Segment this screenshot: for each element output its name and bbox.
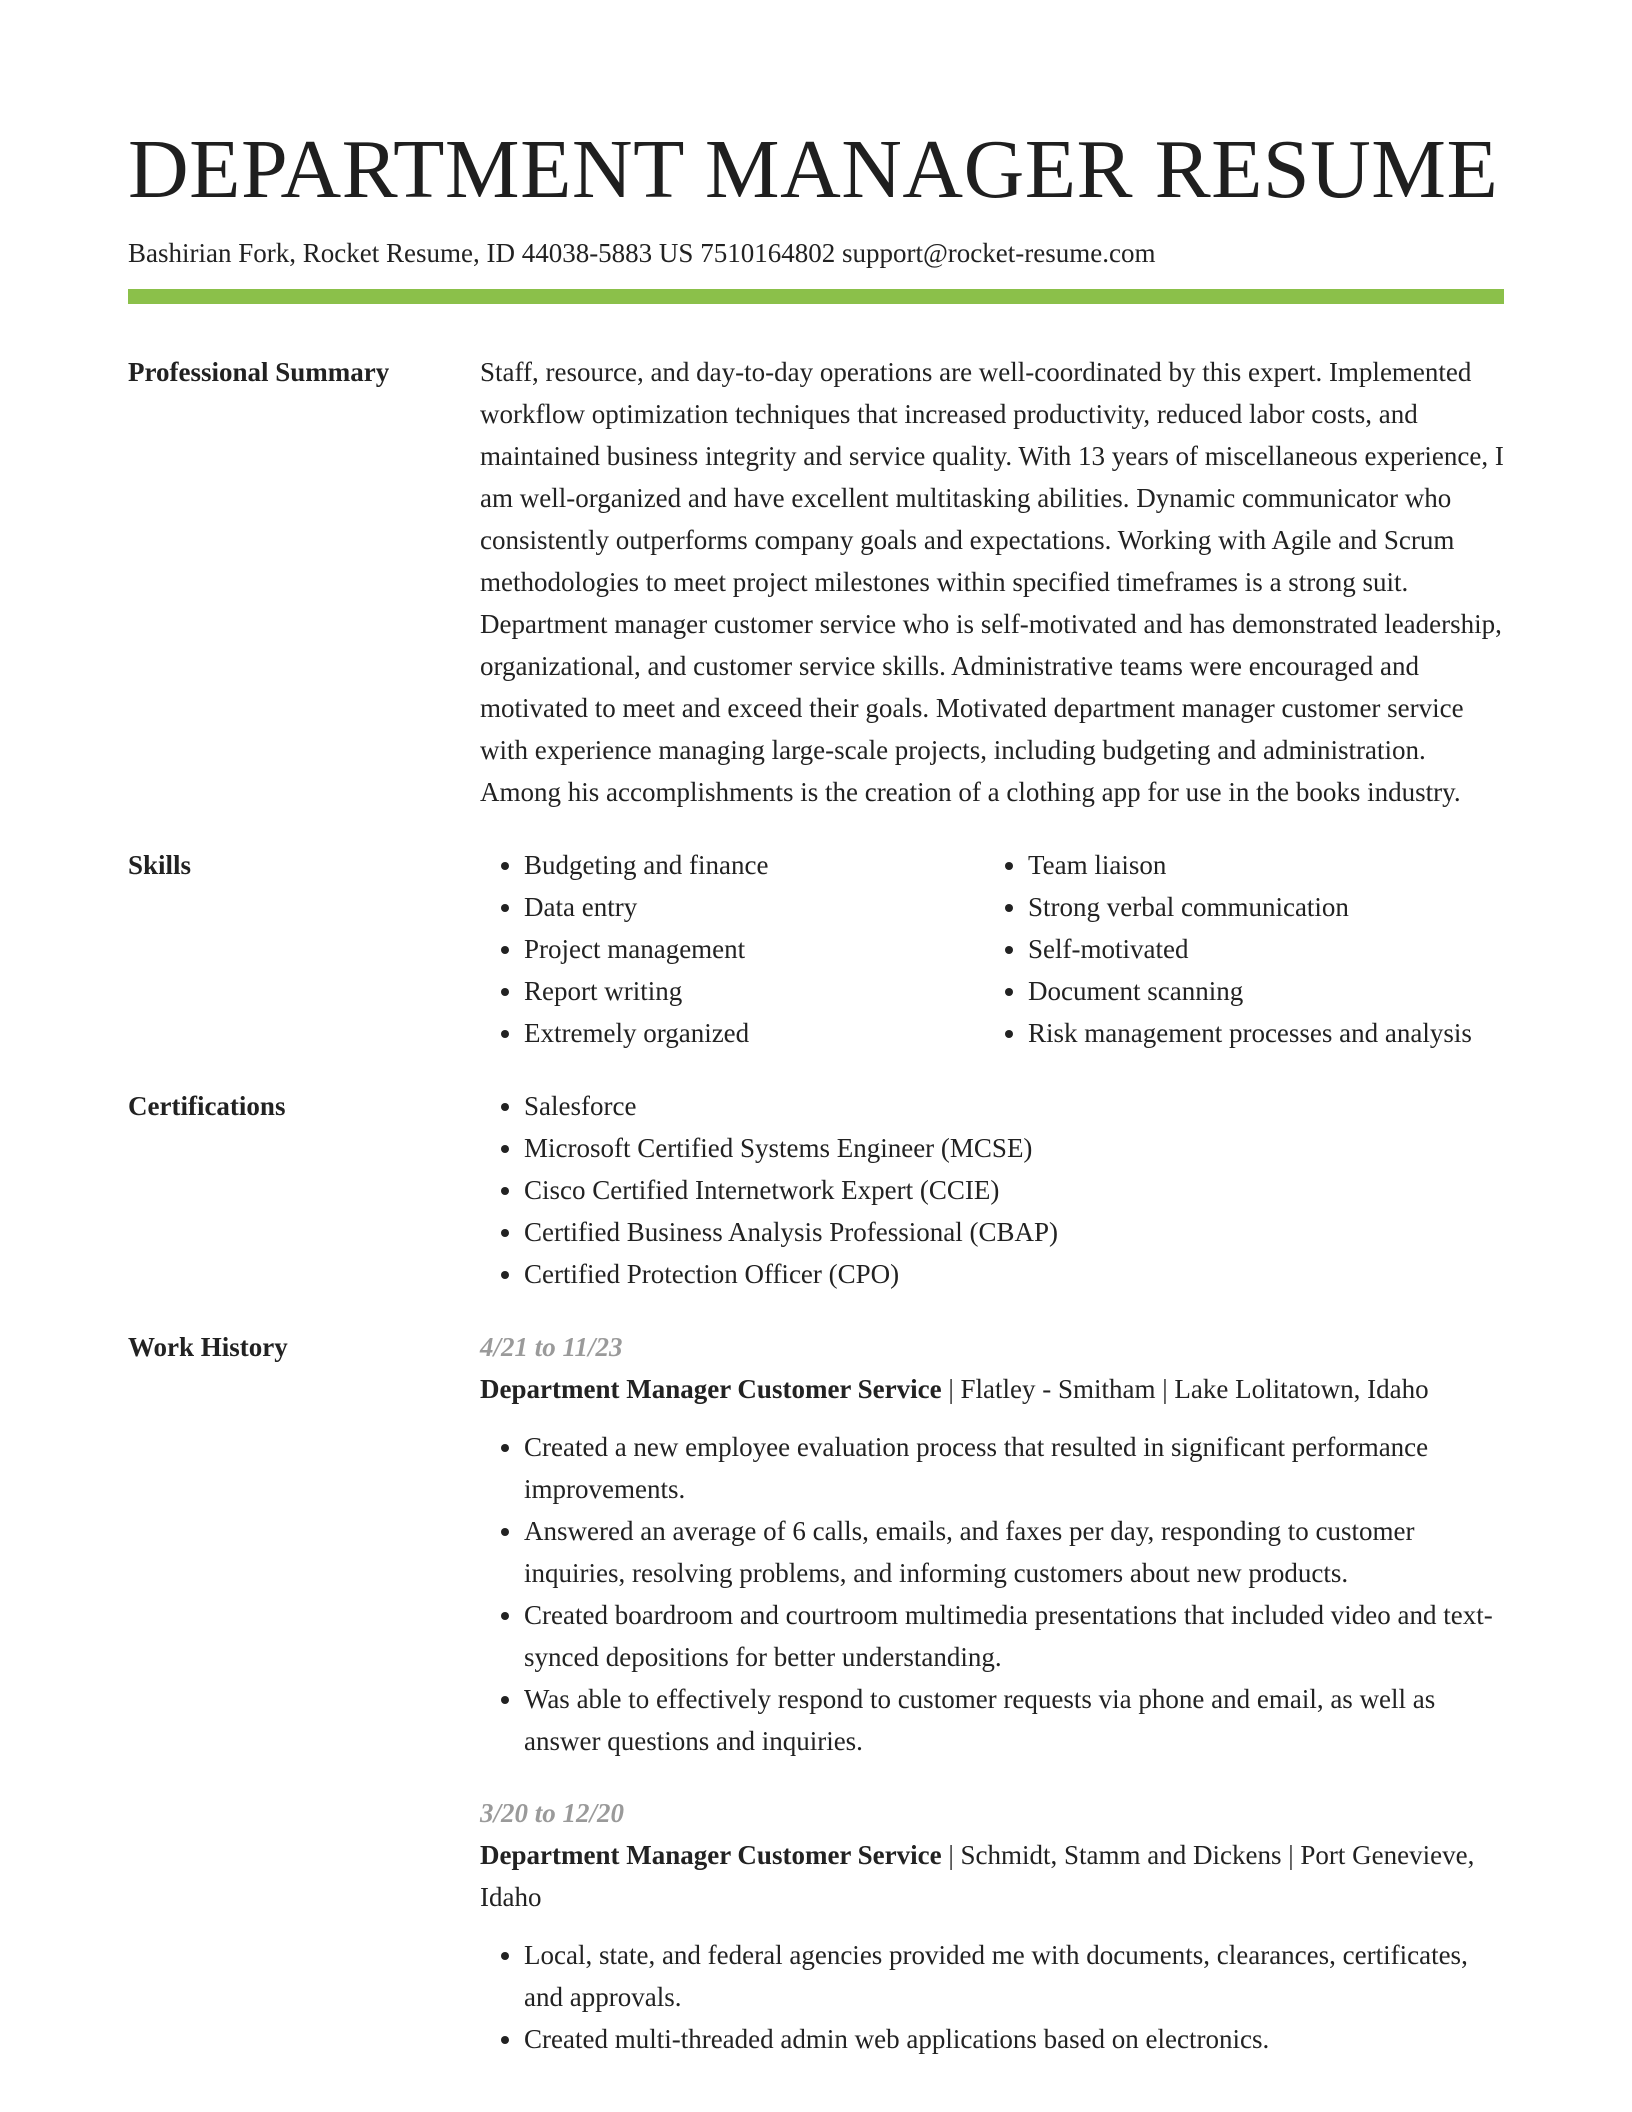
accent-divider xyxy=(128,289,1504,304)
job-bullet: • Created boardroom and courtroom multimedia presentations that included video and text-synced depositions for better understanding. xyxy=(524,1594,1504,1678)
job-bullet: • Created multi-threaded admin web applications based on electronics. xyxy=(524,2018,1504,2060)
certifications-body xyxy=(480,1085,1504,1295)
job-title: Department Manager Customer Service xyxy=(480,1840,942,1870)
skill-item: • Extremely organized xyxy=(524,1012,984,1054)
skill-item: • Report writing xyxy=(524,970,984,1012)
resume-title: DEPARTMENT MANAGER RESUME xyxy=(128,123,1499,216)
certification-item: • Certified Protection Officer (CPO) xyxy=(524,1253,1504,1295)
certification-item: • Certified Business Analysis Professional (CBAP) xyxy=(524,1211,1504,1253)
job-details: | Flatley - Smitham | Lake Lolitatown, Idaho xyxy=(941,1374,1429,1404)
contact-line: Bashirian Fork, Rocket Resume, ID 44038-5883 US 7510164802 support@rocket-resume.com xyxy=(128,238,1156,268)
job-bullet: • Created a new employee evaluation process that resulted in significant performance improvements. xyxy=(524,1426,1504,1510)
skill-item: • Team liaison xyxy=(1028,844,1548,886)
skill-item: • Self-motivated xyxy=(1028,928,1548,970)
job-entry xyxy=(480,1326,1504,1762)
job-bullet-list xyxy=(480,1934,1504,2060)
certification-item: • Microsoft Certified Systems Engineer (MCSE) xyxy=(524,1127,1504,1169)
skill-item: • Data entry xyxy=(524,886,984,928)
skills-section xyxy=(128,844,1504,1054)
summary-text: Staff, resource, and day-to-day operations are well-coordinated by this expert. Implemented workflow optimization techniques that increased productivity, reduced labor costs, and maintained business integrity and service quality. With 13 years of miscellaneous experience, I am well-organized and have excellent multitasking abilities. Dynamic communicator who consistently outperforms company goals and expectations. Working with Agile and Scrum methodologies to meet project milestones within specified timeframes is a strong suit. Department manager customer service who is self-motivated and has demonstrated leadership, organizational, and customer service skills. Administrative teams were encouraged and motivated to meet and exceed their goals. Motivated department manager customer service with experience managing large-scale projects, including budgeting and administration. Among his accomplishments is the creation of a clothing app for use in the books industry. xyxy=(480,357,1504,807)
job-bullet: • Was able to effectively respond to customer requests via phone and email, as well as answer questions and inquiries. xyxy=(524,1678,1504,1762)
skills-heading: Skills xyxy=(128,850,192,880)
job-bullet-list xyxy=(480,1426,1504,1762)
job-dates: 3/20 to 12/20 xyxy=(480,1798,625,1828)
job-bullet: • Local, state, and federal agencies provided me with documents, clearances, certificates, and approvals. xyxy=(524,1934,1504,2018)
work-history-section xyxy=(128,1326,1504,2060)
resume-page xyxy=(128,0,1504,2060)
skill-item: • Strong verbal communication xyxy=(1028,886,1548,928)
certifications-list xyxy=(480,1085,1504,1295)
job-details: | Schmidt, Stamm and Dickens | Port Genevieve, Idaho xyxy=(480,1840,1475,1912)
skill-item: • Project management xyxy=(524,928,984,970)
summary-body xyxy=(480,351,1504,813)
skills-list-left xyxy=(480,844,984,1054)
certifications-heading: Certifications xyxy=(128,1091,286,1121)
certification-item: • Cisco Certified Internetwork Expert (CCIE) xyxy=(524,1169,1504,1211)
summary-section xyxy=(128,351,1504,813)
certification-item: • Salesforce xyxy=(524,1085,1504,1127)
summary-heading: Professional Summary xyxy=(128,357,390,387)
job-title: Department Manager Customer Service xyxy=(480,1374,942,1404)
job-heading xyxy=(480,1834,1504,1918)
skill-item: • Risk management processes and analysis xyxy=(1028,1012,1548,1054)
skill-item: • Budgeting and finance xyxy=(524,844,984,886)
job-dates: 4/21 to 11/23 xyxy=(480,1332,623,1362)
skill-item: • Document scanning xyxy=(1028,970,1548,1012)
job-heading xyxy=(480,1368,1504,1410)
work-history-heading: Work History xyxy=(128,1332,288,1362)
certifications-section xyxy=(128,1085,1504,1295)
skills-list-right xyxy=(984,844,1548,1054)
work-history-body xyxy=(480,1326,1504,2060)
skills-body xyxy=(480,844,1504,1054)
job-bullet: • Answered an average of 6 calls, emails, and faxes per day, responding to customer inquiries, resolving problems, and informing customers about new products. xyxy=(524,1510,1504,1594)
job-entry xyxy=(480,1792,1504,2060)
